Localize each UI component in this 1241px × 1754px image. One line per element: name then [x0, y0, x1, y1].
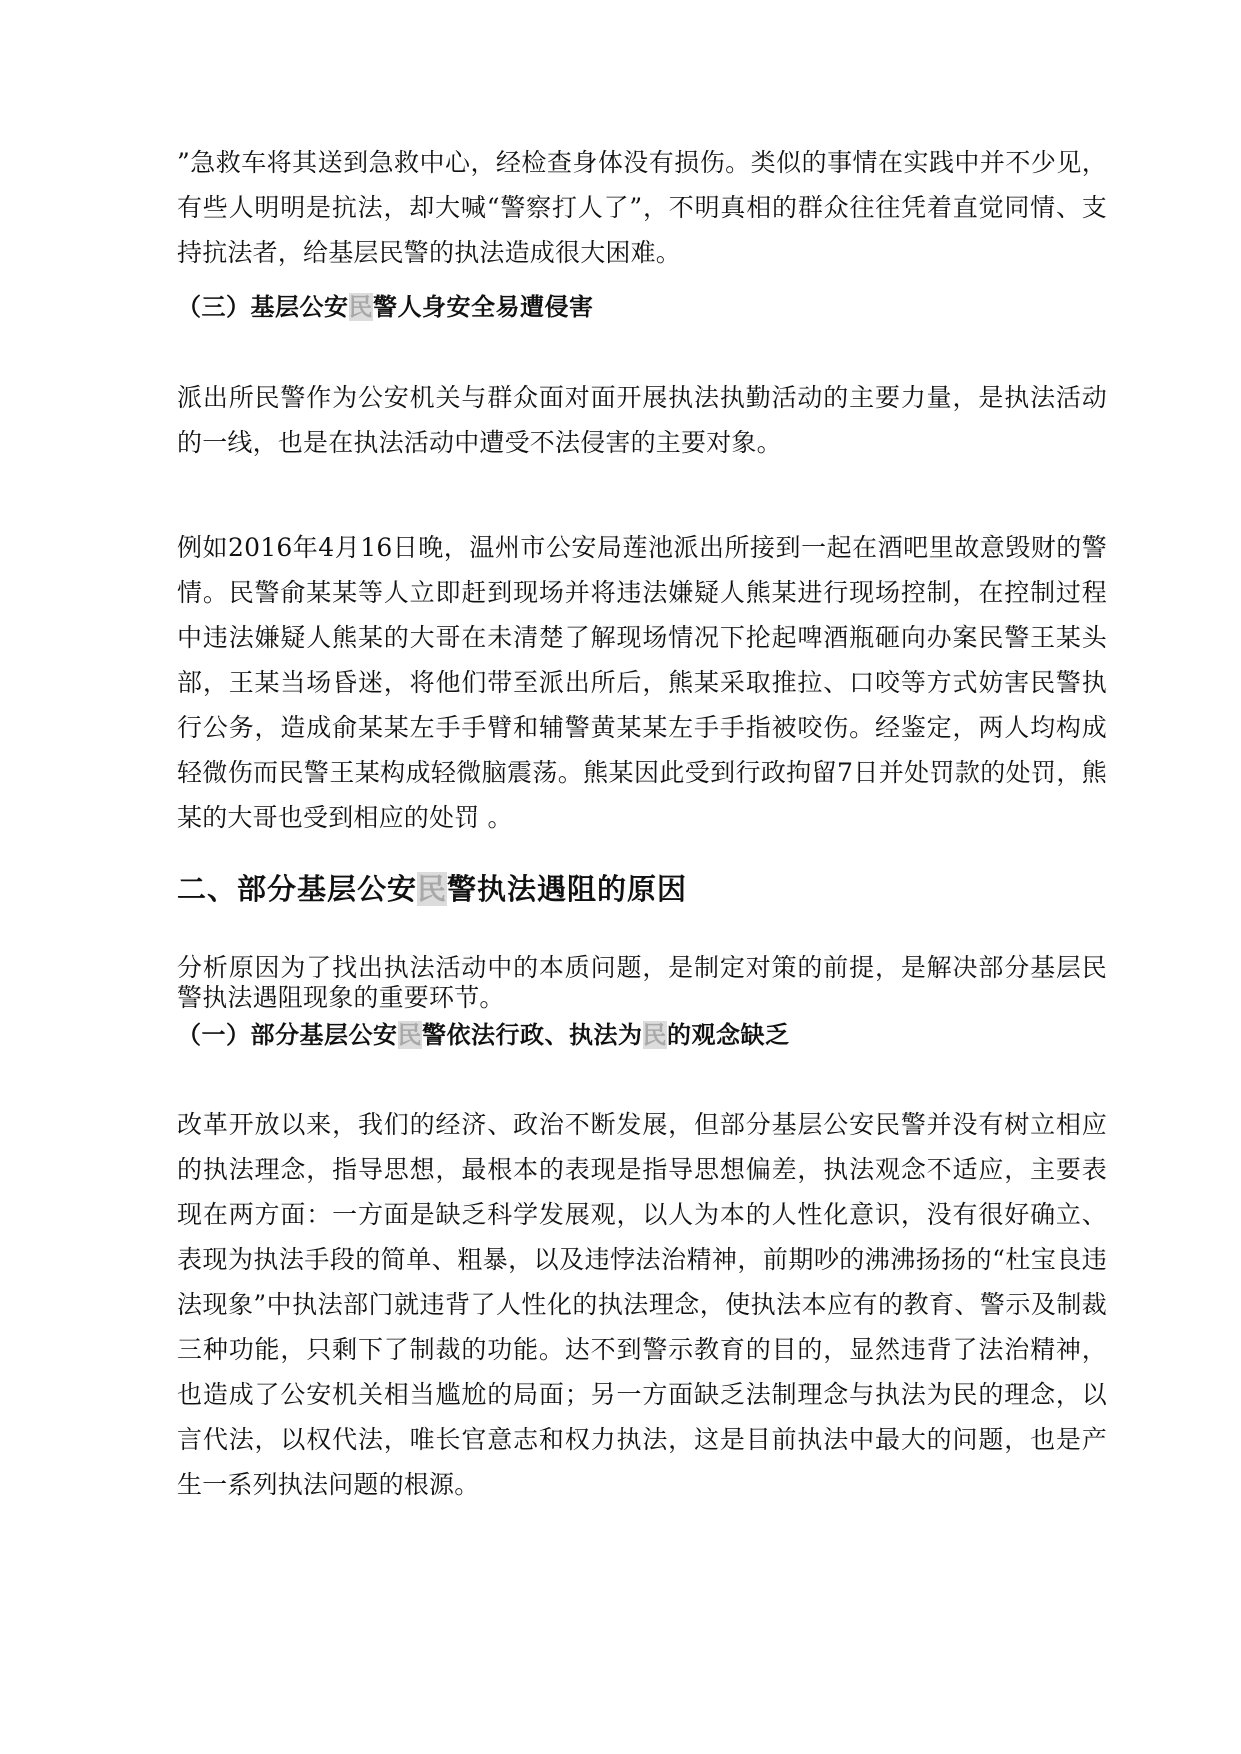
heading-text: 警依法行政、执法为 [422, 1021, 643, 1049]
highlighted-char: 民 [642, 1021, 667, 1049]
section-heading-1 [177, 1020, 1107, 1050]
highlighted-char: 民 [417, 872, 448, 906]
paragraph-police-role: 派出所民警作为公安机关与群众面对面开展执法执勤活动的主要力量，是执法活动的一线，也是在执法活动中遭受不法侵害的主要对象。 [177, 383, 1107, 457]
heading-text: 二、部分基层公安 [177, 872, 418, 906]
heading-text: 的观念缺乏 [667, 1021, 790, 1049]
paragraph-example-case: 例如2016年4月16日晚，温州市公安局莲池派出所接到一起在酒吧里故意毁财的警情。民警俞某某等人立即赶到现场并将违法嫌疑人熊某进行现场控制，在控制过程中违法嫌疑人熊某的大哥在未清楚了解现场情况下抡起啤酒瓶砸向办案民警王某头部，王某当场昏迷，将他们带至派出所后，熊某采取推拉、口咬等方式妨害民警执行公务，造成俞某某左手手臂和辅警黄某某左手手指被咬伤。经鉴定，两人均构成轻微伤而民警王某构成轻微脑震荡。熊某因此受到行政拘留7日并处罚款的处罚，熊某的大哥也受到相应的处罚 。 [177, 533, 1107, 832]
heading-text: 警人身安全易遭侵害 [373, 293, 594, 321]
highlighted-char: 民 [348, 293, 373, 321]
paragraph-continuation: ”急救车将其送到急救中心，经检查身体没有损伤。类似的事情在实践中并不少见，有些人明明是抗法，却大喊“警察打人了”，不明真相的群众往往凭着直觉同情、支持抗法者，给基层民警的执法造成很大困难。 [177, 148, 1107, 267]
heading-text: （三）基层公安 [177, 293, 349, 321]
highlighted-char: 民 [397, 1021, 422, 1049]
paragraph-concept-lacking: 改革开放以来，我们的经济、政治不断发展，但部分基层公安民警并没有树立相应的执法理念，指导思想，最根本的表现是指导思想偏差，执法观念不适应，主要表现在两方面：一方面是缺乏科学发展观，以人为本的人性化意识，没有很好确立、表现为执法手段的简单、粗暴，以及违悖法治精神，前期吵的沸沸扬扬的“杜宝良违法现象”中执法部门就违背了人性化的执法理念，使执法本应有的教育、警示及制裁三种功能，只剩下了制裁的功能。达不到警示教育的目的，显然违背了法治精神，也造成了公安机关相当尴尬的局面；另一方面缺乏法制理念与执法为民的理念，以言代法，以权代法，唯长官意志和权力执法，这是目前执法中最大的问题，也是产生一系列执法问题的根源。 [177, 1110, 1107, 1499]
paragraph-analysis-intro: 分析原因为了找出执法活动中的本质问题，是制定对策的前提，是解决部分基层民警执法遇阻现象的重要环节。 [177, 953, 1107, 1012]
heading-text: （一）部分基层公安 [177, 1021, 398, 1049]
heading-text: 警执法遇阻的原因 [447, 872, 688, 906]
chapter-heading-2 [177, 869, 1107, 909]
section-heading-3 [177, 292, 1107, 322]
